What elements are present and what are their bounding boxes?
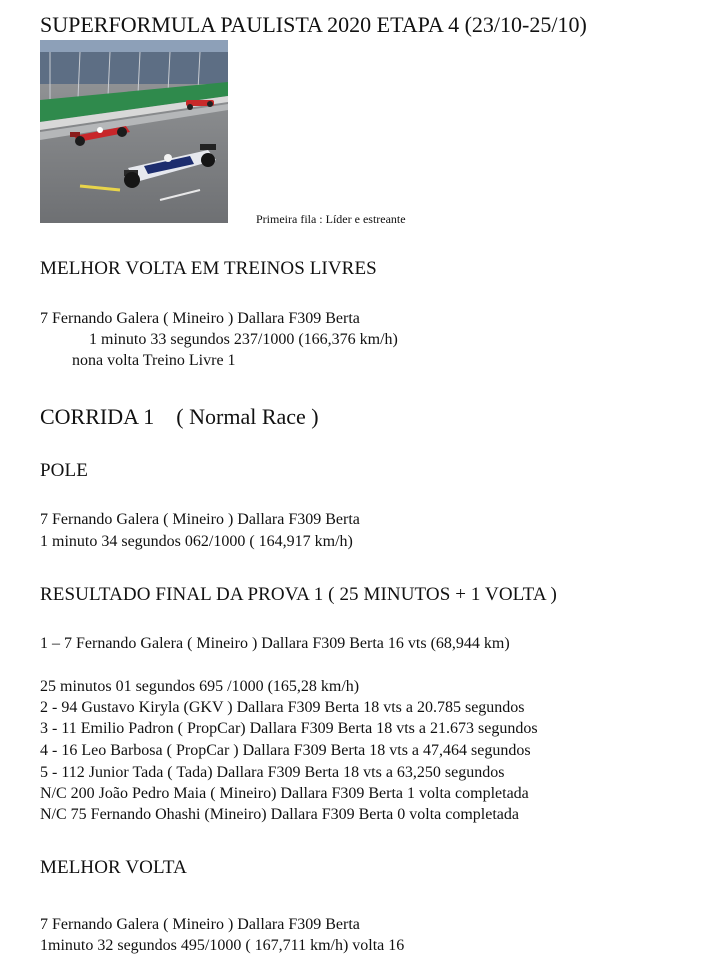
result-line: N/C 75 Fernando Ohashi (Mineiro) Dallara F309 Berta 0 volta completada (40, 806, 519, 823)
resultado-heading: RESULTADO FINAL DA PROVA 1 ( 25 MINUTOS + 1 VOLTA ) (40, 584, 557, 605)
page-title: SUPERFORMULA PAULISTA 2020 ETAPA 4 (23/10-25/10) (40, 12, 587, 37)
treinos-heading: MELHOR VOLTA EM TREINOS LIVRES (40, 258, 377, 279)
pole-heading: POLE (40, 460, 88, 481)
result-line: 2 - 94 Gustavo Kiryla (GKV ) Dallara F309 Berta 18 vts a 20.785 segundos (40, 699, 525, 716)
melhor-volta-line-1: 7 Fernando Galera ( Mineiro ) Dallara F309 Berta (40, 916, 360, 933)
melhor-volta-heading: MELHOR VOLTA (40, 857, 187, 878)
result-line: N/C 200 João Pedro Maia ( Mineiro) Dallara F309 Berta 1 volta completada (40, 785, 529, 802)
pole-line-2: 1 minuto 34 segundos 062/1000 ( 164,917 km/h) (40, 533, 353, 550)
resultado-winner: 1 – 7 Fernando Galera ( Mineiro ) Dallara F309 Berta 16 vts (68,944 km) (40, 635, 510, 652)
result-line: 4 - 16 Leo Barbosa ( PropCar ) Dallara F309 Berta 18 vts a 47,464 segundos (40, 742, 531, 759)
corrida-heading: CORRIDA 1 ( Normal Race ) (40, 404, 319, 429)
race-photo-image (40, 40, 228, 223)
melhor-volta-line-2: 1minuto 32 segundos 495/1000 ( 167,711 km/h) volta 16 (40, 937, 405, 954)
race-photo (40, 40, 228, 223)
treinos-line-2: 1 minuto 33 segundos 237/1000 (166,376 km/h) (89, 331, 398, 348)
pole-line-1: 7 Fernando Galera ( Mineiro ) Dallara F309 Berta (40, 511, 360, 528)
result-line: 3 - 11 Emilio Padron ( PropCar) Dallara F309 Berta 18 vts a 21.673 segundos (40, 720, 538, 737)
result-line: 5 - 112 Junior Tada ( Tada) Dallara F309 Berta 18 vts a 63,250 segundos (40, 764, 505, 781)
treinos-line-3: nona volta Treino Livre 1 (72, 352, 236, 369)
photo-caption: Primeira fila : Líder e estreante (256, 212, 406, 226)
treinos-line-1: 7 Fernando Galera ( Mineiro ) Dallara F309 Berta (40, 310, 360, 327)
result-line: 25 minutos 01 segundos 695 /1000 (165,28 km/h) (40, 678, 360, 695)
